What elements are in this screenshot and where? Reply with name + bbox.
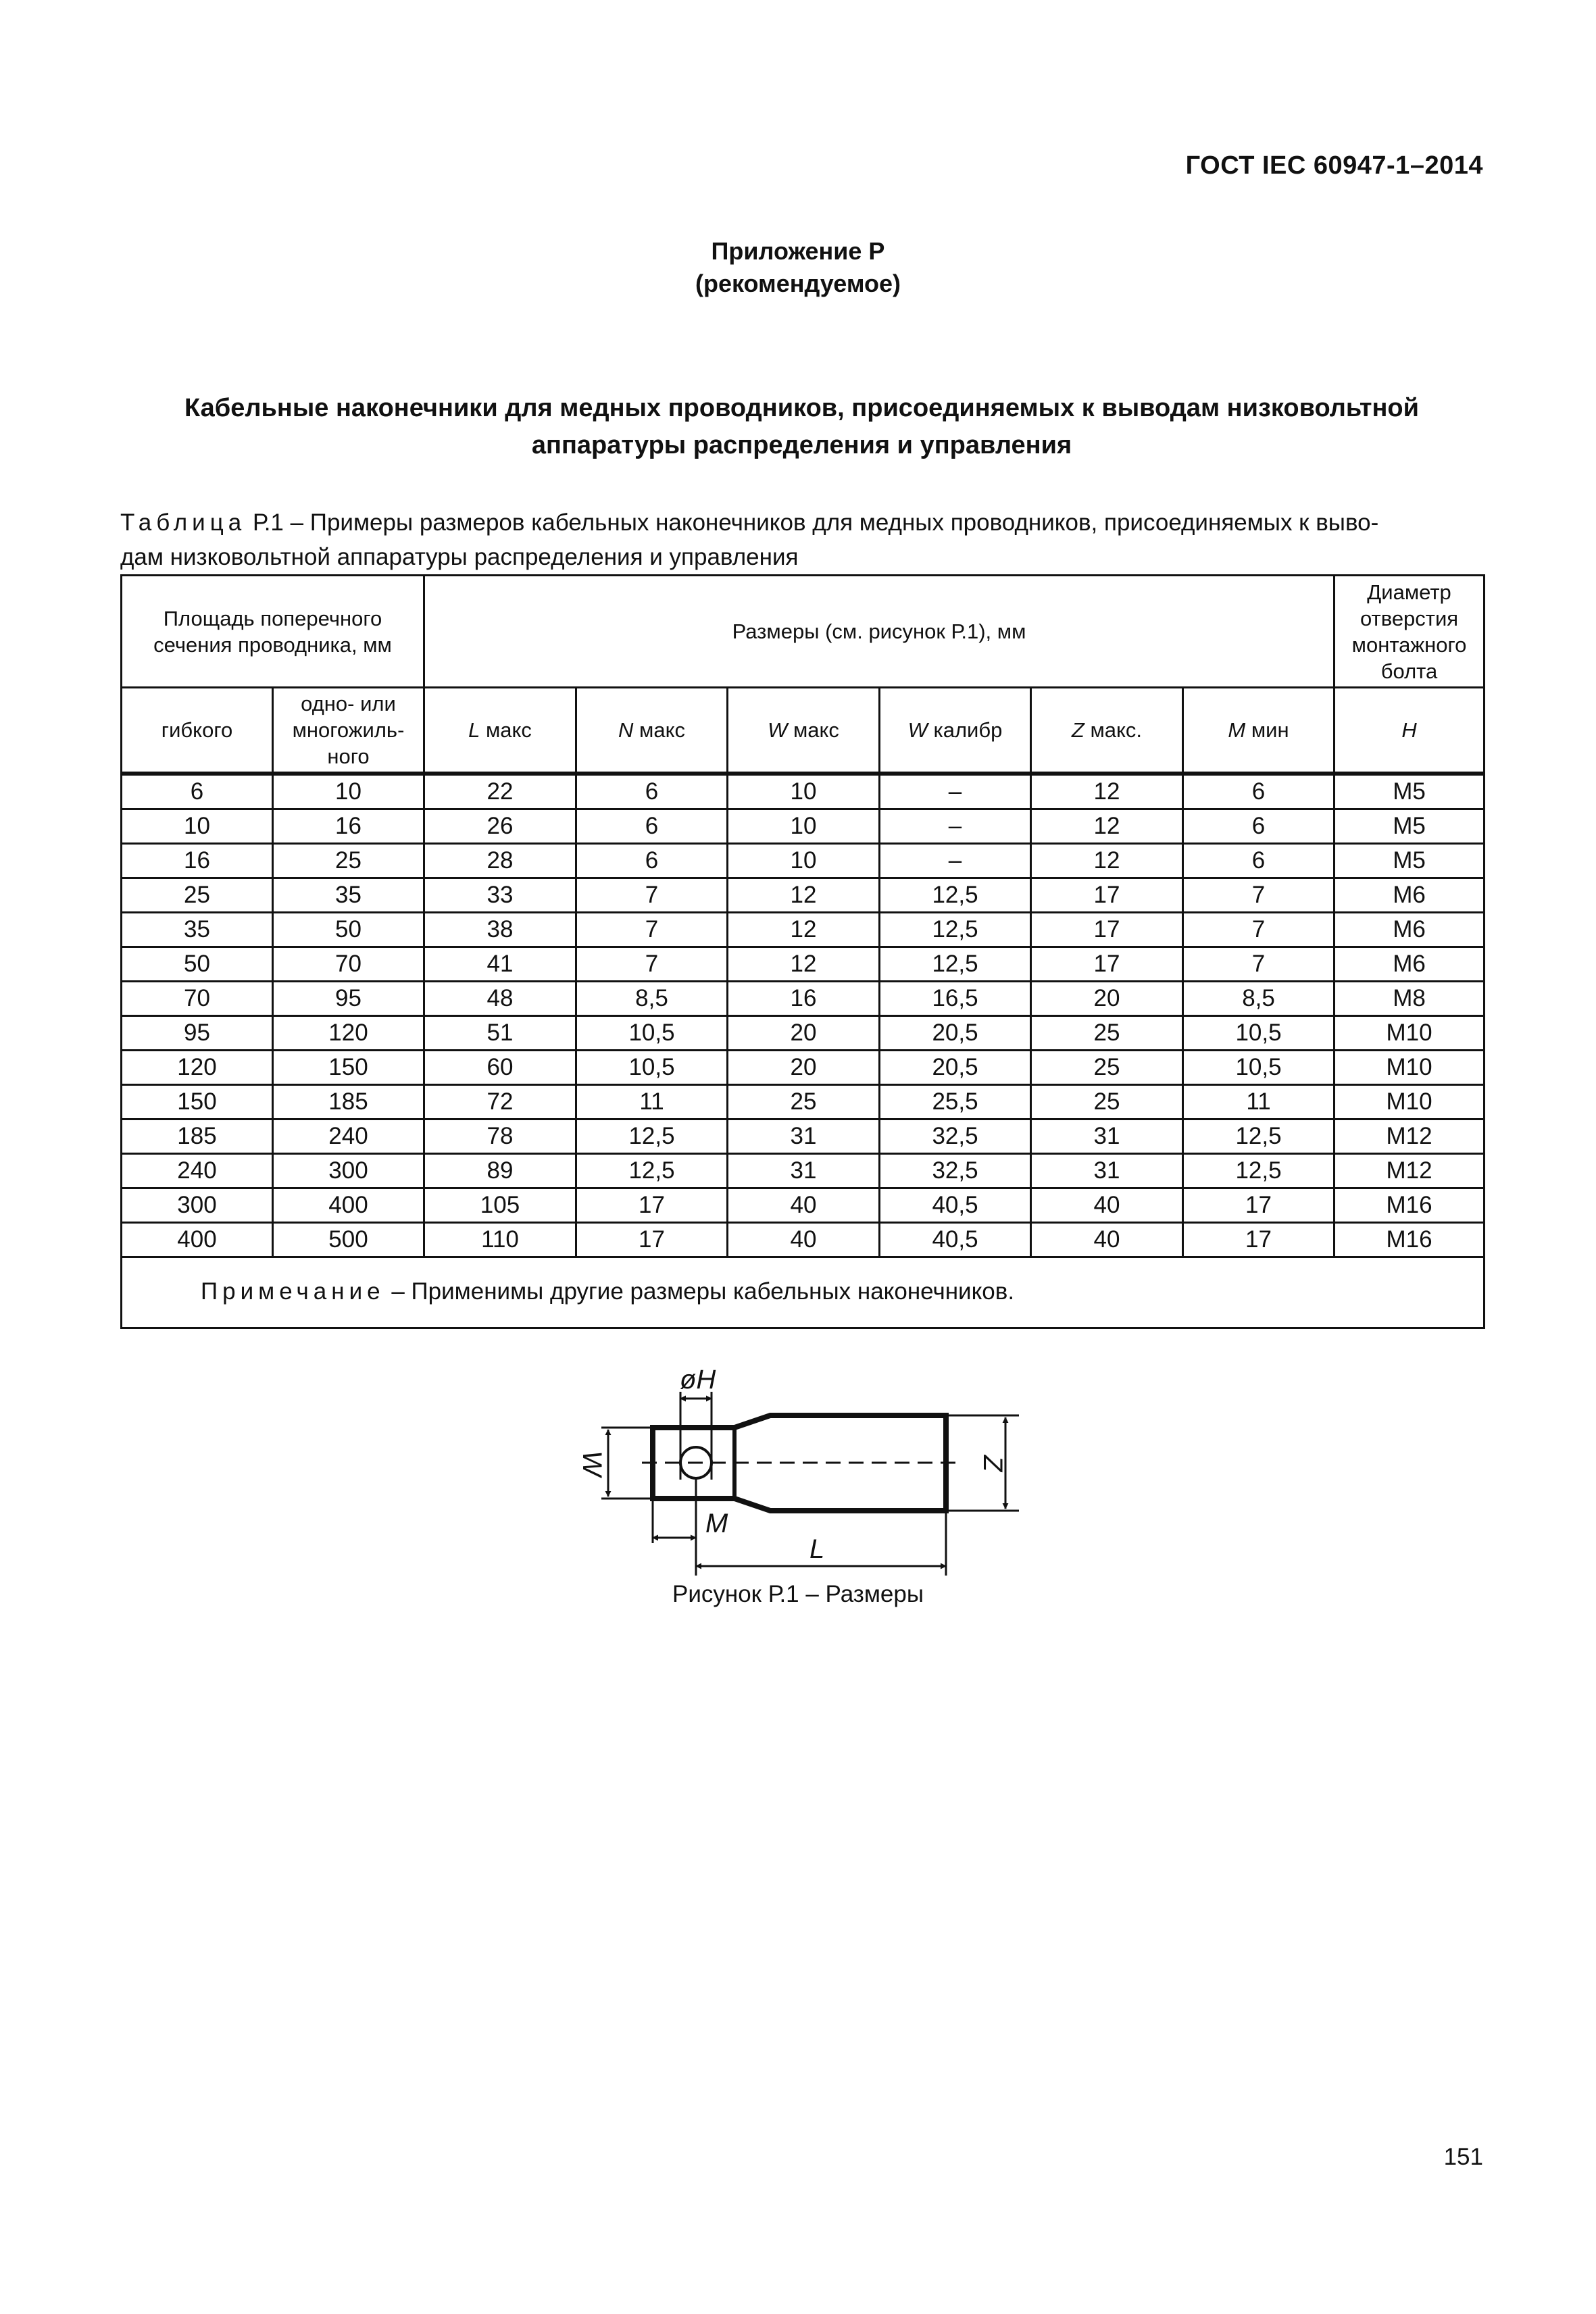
table-note-row	[122, 1257, 1485, 1328]
table-cell: 10,5	[576, 1015, 728, 1050]
table-cell: 70	[273, 947, 424, 981]
table-cell: 12	[728, 947, 880, 981]
table-cell: M12	[1335, 1153, 1485, 1188]
table-cell: M16	[1335, 1188, 1485, 1222]
table-cell: 95	[273, 981, 424, 1015]
table-cell: M5	[1335, 809, 1485, 843]
table-cell: 20	[728, 1050, 880, 1084]
table-cell: 16,5	[880, 981, 1031, 1015]
table-cell: 25,5	[880, 1084, 1031, 1119]
table-cell: 6	[576, 809, 728, 843]
cable-lug-dimensions-figure	[574, 1358, 1034, 1581]
table-caption-line-2: дам низковольтной аппаратуры распределения и управления	[120, 544, 799, 570]
column-header-text: калибр	[927, 718, 1003, 742]
label-z: Z	[978, 1455, 1007, 1472]
table-cell: 7	[1183, 947, 1335, 981]
table-cell: M6	[1335, 947, 1485, 981]
table-cell: 10	[273, 774, 424, 809]
table-cell: 50	[273, 912, 424, 947]
column-header-symbol: W	[907, 718, 928, 742]
table-cell: 16	[122, 843, 273, 878]
table-cell: 17	[576, 1188, 728, 1222]
table-cell: 12,5	[880, 912, 1031, 947]
table-cell: 6	[576, 843, 728, 878]
table-cell: 120	[273, 1015, 424, 1050]
table-cell: 95	[122, 1015, 273, 1050]
table-cell: 20,5	[880, 1050, 1031, 1084]
table-header-row-columns	[122, 688, 1485, 774]
table-cell: 40	[728, 1222, 880, 1257]
column-header-8	[1335, 688, 1485, 774]
table-cell: 38	[424, 912, 576, 947]
table-cell: 12	[1031, 809, 1183, 843]
figure-caption: Рисунок Р.1 – Размеры	[672, 1581, 924, 1607]
table-cell: 6	[576, 774, 728, 809]
table-cell: 12,5	[880, 878, 1031, 912]
table-caption	[120, 505, 1483, 574]
table-row	[122, 1222, 1485, 1257]
column-header-symbol: W	[768, 718, 788, 742]
table-cell: 11	[1183, 1084, 1335, 1119]
table-cell: M10	[1335, 1050, 1485, 1084]
table-cell: 35	[122, 912, 273, 947]
table-note-text: – Применимы другие размеры кабельных наконечников.	[384, 1278, 1015, 1305]
table-row	[122, 1153, 1485, 1188]
table-cell: 31	[1031, 1153, 1183, 1188]
table-cell: 11	[576, 1084, 728, 1119]
table-cell: 185	[122, 1119, 273, 1153]
bolt-hole	[680, 1392, 712, 1480]
table-cell: 41	[424, 947, 576, 981]
column-header-text: одно- или многожиль-ного	[292, 691, 405, 768]
table-row	[122, 947, 1485, 981]
table-cell: 12,5	[1183, 1119, 1335, 1153]
table-row	[122, 774, 1485, 809]
table-cell: M5	[1335, 774, 1485, 809]
table-cell: 78	[424, 1119, 576, 1153]
table-cell: 32,5	[880, 1153, 1031, 1188]
table-cell: 20	[1031, 981, 1183, 1015]
column-header-5	[880, 688, 1031, 774]
table-cell: M10	[1335, 1015, 1485, 1050]
table-cell: 25	[1031, 1015, 1183, 1050]
column-header-text: макс	[480, 718, 532, 742]
table-cell: 40,5	[880, 1188, 1031, 1222]
table-cell: 32,5	[880, 1119, 1031, 1153]
table-note-label: Примечание	[201, 1278, 385, 1305]
lug-dimensions-table	[120, 574, 1485, 1329]
page-number: 151	[1443, 2144, 1483, 2170]
column-header-text: макс	[633, 718, 685, 742]
header-dimensions: Размеры (см. рисунок Р.1), мм	[424, 576, 1335, 688]
section-heading-line-1: Кабельные наконечники для медных проводников, присоединяемых к выводам низковольтной	[184, 394, 1420, 422]
table-cell: 20,5	[880, 1015, 1031, 1050]
table-cell: 16	[728, 981, 880, 1015]
table-cell: 300	[273, 1153, 424, 1188]
table-cell: 8,5	[576, 981, 728, 1015]
table-cell: M10	[1335, 1084, 1485, 1119]
header-cross-section-area: Площадь поперечного сечения проводника, мм	[122, 576, 424, 688]
label-w: W	[577, 1451, 607, 1476]
table-cell: 110	[424, 1222, 576, 1257]
table-cell: 6	[122, 774, 273, 809]
table-row	[122, 1050, 1485, 1084]
annex-title-block	[0, 235, 1596, 300]
column-header-6	[1031, 688, 1183, 774]
table-cell: 25	[273, 843, 424, 878]
table-cell: 8,5	[1183, 981, 1335, 1015]
table-caption-label: Таблица	[120, 509, 247, 536]
table-cell: M8	[1335, 981, 1485, 1015]
table-row	[122, 1015, 1485, 1050]
column-header-symbol: L	[468, 718, 480, 742]
column-header-text: макс.	[1084, 718, 1143, 742]
table-row	[122, 1084, 1485, 1119]
table-cell: 35	[273, 878, 424, 912]
table-cell: 240	[122, 1153, 273, 1188]
table-cell: 50	[122, 947, 273, 981]
table-cell: 6	[1183, 774, 1335, 809]
column-header-symbol: H	[1401, 718, 1417, 742]
table-cell: 185	[273, 1084, 424, 1119]
table-cell: 17	[1031, 947, 1183, 981]
table-cell: 20	[728, 1015, 880, 1050]
table-row	[122, 878, 1485, 912]
table-row	[122, 981, 1485, 1015]
table-cell: 40	[728, 1188, 880, 1222]
table-cell: 12	[728, 912, 880, 947]
column-header-symbol: M	[1228, 718, 1246, 742]
table-cell: 10,5	[1183, 1050, 1335, 1084]
table-cell: 28	[424, 843, 576, 878]
table-cell: 12,5	[1183, 1153, 1335, 1188]
column-header-3	[576, 688, 728, 774]
table-cell: 17	[1183, 1222, 1335, 1257]
column-header-text: гибкого	[161, 718, 233, 742]
table-cell: M6	[1335, 912, 1485, 947]
table-row	[122, 843, 1485, 878]
header-bolt-diameter: Диаметр отверстия монтажного болта	[1335, 576, 1485, 688]
table-caption-text-1: – Примеры размеров кабельных наконечников для медных проводников, присоединяемых к выво-	[283, 509, 1379, 536]
column-header-symbol: Z	[1071, 718, 1084, 742]
table-cell: 17	[1031, 878, 1183, 912]
table-cell: 6	[1183, 809, 1335, 843]
table-cell: –	[880, 843, 1031, 878]
table-cell: M16	[1335, 1222, 1485, 1257]
table-cell: 31	[1031, 1119, 1183, 1153]
table-body	[122, 774, 1485, 1328]
column-header-1	[273, 688, 424, 774]
table-cell: 31	[728, 1153, 880, 1188]
document-id: ГОСТ IEC 60947-1–2014	[1185, 151, 1483, 180]
table-cell: 40	[1031, 1222, 1183, 1257]
column-header-0	[122, 688, 273, 774]
table-cell: 120	[122, 1050, 273, 1084]
table-cell: 12,5	[880, 947, 1031, 981]
table-caption-number: Р.1	[252, 509, 284, 536]
table-cell: 240	[273, 1119, 424, 1153]
column-header-7	[1183, 688, 1335, 774]
table-cell: M6	[1335, 878, 1485, 912]
annex-status: (рекомендуемое)	[695, 270, 901, 297]
table-cell: 12	[728, 878, 880, 912]
table-cell: 16	[273, 809, 424, 843]
table-cell: 150	[122, 1084, 273, 1119]
table-row	[122, 809, 1485, 843]
table-cell: 150	[273, 1050, 424, 1084]
column-header-text: мин	[1245, 718, 1289, 742]
table-cell: 26	[424, 809, 576, 843]
label-m: M	[705, 1509, 728, 1538]
table-cell: 60	[424, 1050, 576, 1084]
table-row	[122, 1119, 1485, 1153]
table-cell: 7	[576, 878, 728, 912]
table-cell: –	[880, 809, 1031, 843]
table-cell: 17	[1031, 912, 1183, 947]
table-cell: 400	[273, 1188, 424, 1222]
table-cell: 31	[728, 1119, 880, 1153]
table-cell: 12,5	[576, 1153, 728, 1188]
table-cell: 300	[122, 1188, 273, 1222]
table-cell: 12,5	[576, 1119, 728, 1153]
table-header-row-groups	[122, 576, 1485, 688]
lug-dimensions-table-wrapper	[120, 574, 1483, 1329]
table-cell: 33	[424, 878, 576, 912]
table-cell: 7	[576, 912, 728, 947]
table-cell: 12	[1031, 774, 1183, 809]
table-cell: 70	[122, 981, 273, 1015]
table-cell: 10	[728, 774, 880, 809]
table-cell: 10	[728, 809, 880, 843]
table-cell: 12	[1031, 843, 1183, 878]
table-cell: 10,5	[576, 1050, 728, 1084]
table-cell: 500	[273, 1222, 424, 1257]
table-row	[122, 912, 1485, 947]
table-note	[122, 1257, 1485, 1328]
table-cell: 10	[122, 809, 273, 843]
label-diameter-h: øH	[680, 1365, 716, 1394]
table-caption-line-1	[120, 505, 1483, 540]
table-cell: 25	[1031, 1050, 1183, 1084]
table-cell: 7	[1183, 912, 1335, 947]
section-heading-line-2: аппаратуры распределения и управления	[531, 431, 1072, 459]
dimension-m-and-l	[653, 1478, 946, 1576]
table-row	[122, 1188, 1485, 1222]
table-cell: 72	[424, 1084, 576, 1119]
annex-title: Приложение Р	[711, 237, 885, 265]
table-cell: 17	[1183, 1188, 1335, 1222]
table-cell: 40,5	[880, 1222, 1031, 1257]
table-cell: 400	[122, 1222, 273, 1257]
label-l: L	[809, 1534, 825, 1564]
table-cell: 105	[424, 1188, 576, 1222]
table-cell: 10,5	[1183, 1015, 1335, 1050]
table-cell: M5	[1335, 843, 1485, 878]
section-heading	[120, 390, 1483, 464]
table-cell: –	[880, 774, 1031, 809]
table-cell: 25	[1031, 1084, 1183, 1119]
table-cell: 10	[728, 843, 880, 878]
table-cell: 40	[1031, 1188, 1183, 1222]
column-header-symbol: N	[618, 718, 634, 742]
table-cell: 89	[424, 1153, 576, 1188]
column-header-2	[424, 688, 576, 774]
table-cell: 7	[576, 947, 728, 981]
table-cell: 51	[424, 1015, 576, 1050]
table-cell: 7	[1183, 878, 1335, 912]
table-cell: M12	[1335, 1119, 1485, 1153]
table-cell: 6	[1183, 843, 1335, 878]
column-header-4	[728, 688, 880, 774]
table-cell: 25	[728, 1084, 880, 1119]
table-cell: 25	[122, 878, 273, 912]
column-header-text: макс	[787, 718, 839, 742]
table-cell: 22	[424, 774, 576, 809]
table-cell: 17	[576, 1222, 728, 1257]
table-cell: 48	[424, 981, 576, 1015]
